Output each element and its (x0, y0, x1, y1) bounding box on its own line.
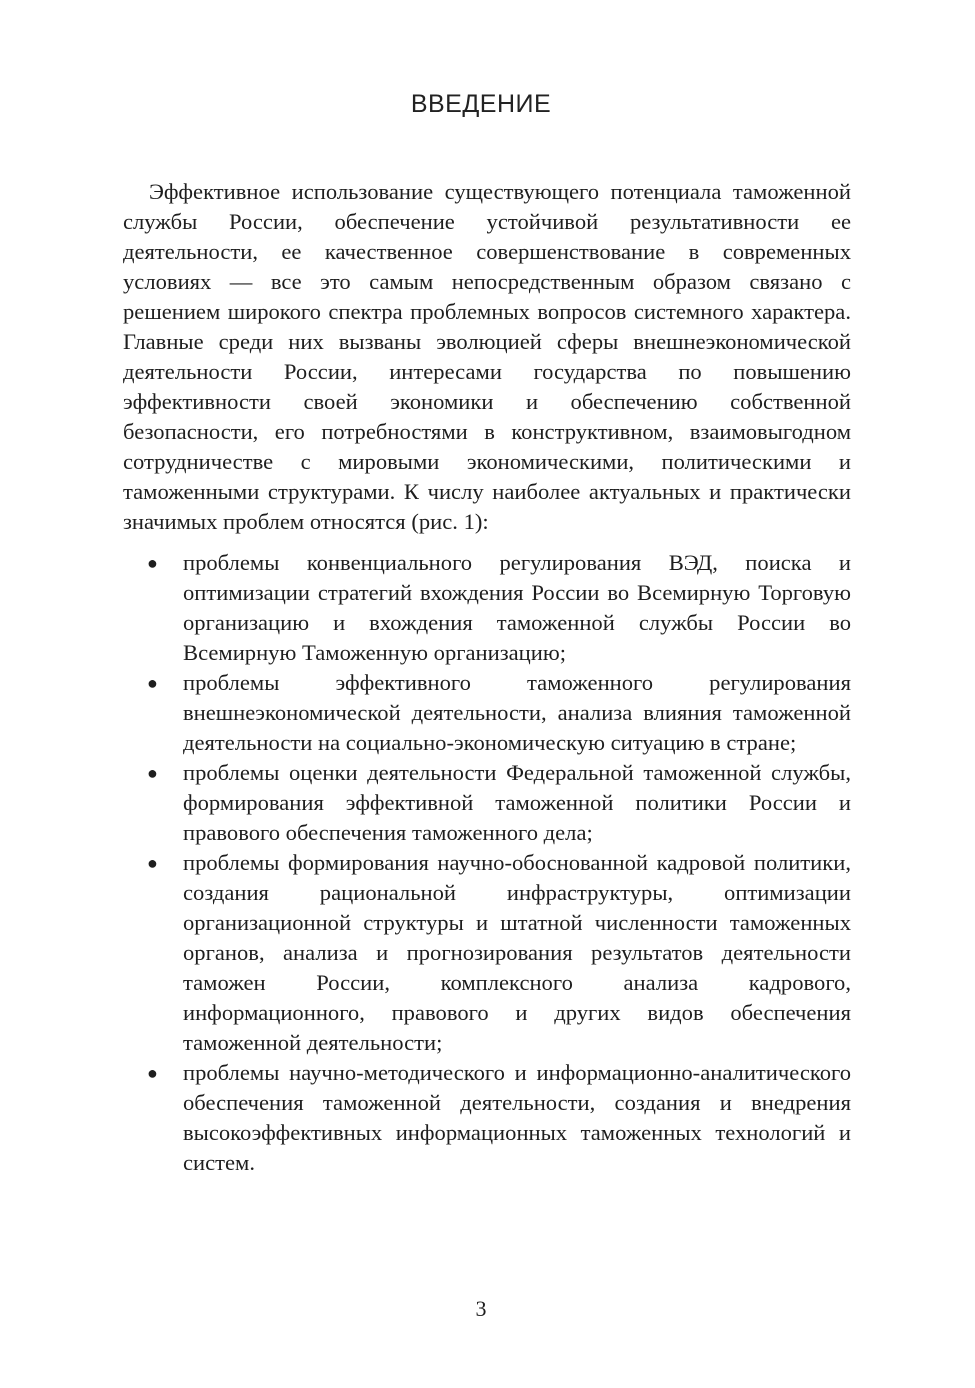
list-item-text: проблемы эффективного таможенного регулирования внешнеэкономической деятельности, анализа влияния таможенной деятельности на социально-экономическую ситуацию в стране; (183, 670, 851, 755)
intro-paragraph: Эффективное использование существующего потенциала таможенной службы России, обеспечение устойчивой результативности ее деятельности, ее качественное совершенствование в современных условиях — все это самым непосредственным образом связано с решением широкого спектра проблемных вопросов системного характера. Главные среди них вызваны эволюцией сферы внешнеэкономической деятельности России, интересами государства по повышению эффективности своей экономики и обеспечению собственной безопасности, его потребностями в конструктивном, взаимовыгодном сотрудничестве с мировыми экономическими, политическими и таможенными структурами. К числу наиболее актуальных и практически значимых проблем относятся (рис. 1): (123, 179, 851, 534)
bullet-icon: ● (147, 853, 158, 873)
list-item (123, 668, 851, 758)
list-item (123, 848, 851, 1058)
bullet-icon: ● (147, 553, 158, 573)
page-number: 3 (475, 1296, 487, 1321)
body-text (123, 177, 851, 1178)
list-item (123, 548, 851, 668)
list-item (123, 758, 851, 848)
bullet-icon: ● (147, 763, 158, 783)
page-title: ВВЕДЕНИЕ (410, 90, 552, 118)
list-item-text: проблемы научно-методического и информационно-аналитического обеспечения таможенной деятельности, создания и внедрения высокоэффективных информационных таможенных технологий и систем. (183, 1060, 851, 1175)
problems-list (123, 548, 851, 1178)
list-item-text: проблемы формирования научно-обоснованной кадровой политики, создания рациональной инфраструктуры, оптимизации организационной структуры и штатной численности таможенных органов, анализа и прогнозирования результатов деятельности таможен России, комплексного анализа кадрового, информационного, правового и других видов обеспечения таможенной деятельности; (183, 850, 851, 1055)
list-item-text: проблемы конвенциального регулирования ВЭД, поиска и оптимизации стратегий вхождения России во Всемирную Торговую организацию и вхождения таможенной службы России во Всемирную Таможенную организацию; (183, 550, 851, 665)
list-item (123, 1058, 851, 1178)
bullet-icon: ● (147, 1063, 158, 1083)
list-item-text: проблемы оценки деятельности Федеральной таможенной службы, формирования эффективной таможенной политики России и правового обеспечения таможенного дела; (183, 760, 851, 845)
bullet-icon: ● (147, 673, 158, 693)
